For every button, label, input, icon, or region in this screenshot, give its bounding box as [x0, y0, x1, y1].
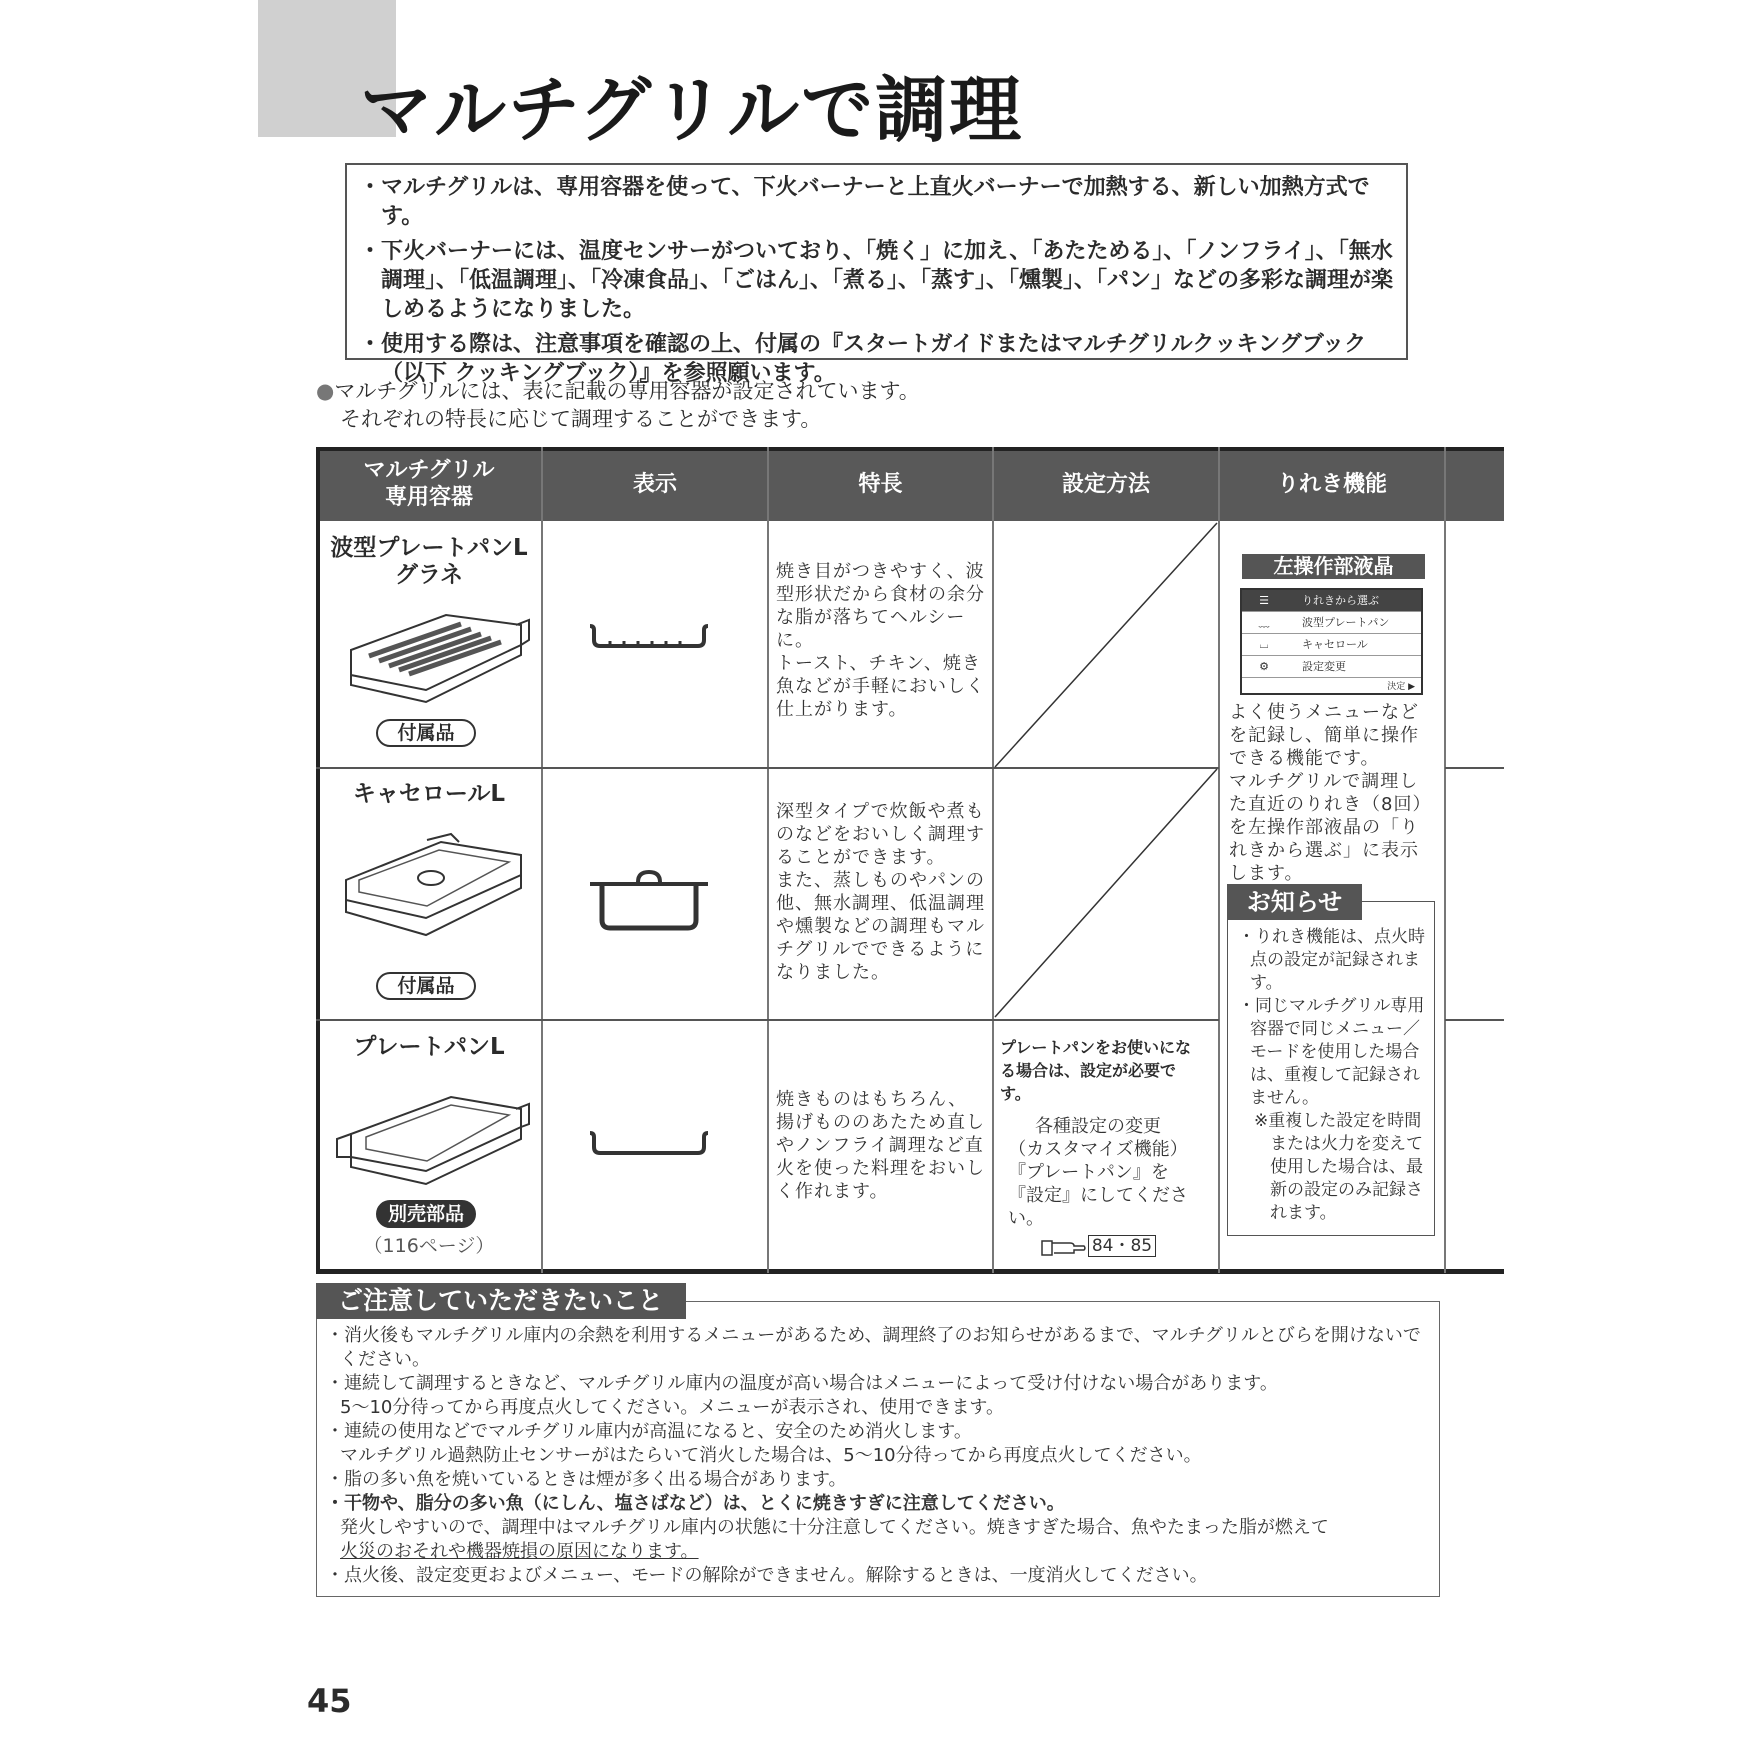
info-title: お知らせ	[1227, 884, 1362, 920]
col-divider	[767, 447, 769, 1273]
lcd-row: ⌴ キャセロール	[1242, 634, 1421, 656]
header-container: マルチグリル 専用容器	[316, 447, 542, 521]
caution-item: ・連続の使用などでマルチグリル庫内が高温になると、安全のため消火します。 マルチグリル過熱防止センサーがはたらいて消火した場合は、5〜10分待ってから再度点火してください。	[326, 1421, 1202, 1466]
row-divider	[1445, 1019, 1504, 1021]
container-table	[316, 447, 1504, 1273]
wave-pan-display-icon	[588, 622, 710, 652]
feature-text: 深型タイプで炊飯や煮ものなどをおいしく調理することができます。 また、蒸しものやパンの他、無水調理、低温調理や燻製などの調理もマルチグリルでできるようになりました。	[776, 801, 985, 983]
casserole-icon: ⌴	[1259, 638, 1269, 651]
caution-item: ・連続して調理するときなど、マルチグリル庫内の温度が高い場合はメニューによって受け付けない場合があります。 5〜10分待ってから再度点火してください。メニューが表示され、使用できます。	[326, 1373, 1278, 1418]
menu-list-icon: ☰	[1259, 594, 1269, 607]
option-part-badge: 別売部品	[376, 1200, 476, 1228]
casserole-image	[331, 820, 531, 945]
lcd-row: ﹏ 波型プレートパン	[1242, 612, 1421, 634]
caution-item-warning: ・干物や、脂分の多い魚（にしん、塩さばなど）は、とくに焼きすぎに注意してください。	[326, 1493, 1065, 1514]
reference-pointer	[1000, 1234, 1196, 1258]
header-rireki: りれき機能	[1219, 447, 1445, 521]
accessory-badge: 付属品	[376, 972, 476, 1000]
setting-steps: 各種設定の変更 （カスタマイズ機能） 『プレートパン』を『設定』にしてください。 84・85	[1000, 1115, 1196, 1258]
page-title: マルチグリルで調理	[360, 68, 1024, 152]
caution-item: ・消火後もマルチグリル庫内の余熱を利用するメニューがあるため、調理終了のお知らせがあるまで、マルチグリルとびらを開けないでください。	[326, 1325, 1421, 1370]
intro-item: ・マルチグリルは、専用容器を使って、下火バーナーと上直火バーナーで加熱する、新しい加熱方式です。	[359, 175, 1370, 229]
container-name: 波型プレートパンL グラネ	[330, 535, 528, 588]
header-display: 表示	[542, 447, 768, 521]
lcd-ok-label: 決定 ▶	[1387, 682, 1415, 692]
not-applicable-slash	[993, 521, 1219, 1019]
setting-note: プレートパンをお使いになる場合は、設定が必要です。	[1000, 1038, 1192, 1103]
left-panel-lcd	[1240, 588, 1423, 695]
pointing-hand-icon	[1040, 1235, 1088, 1257]
settings-icon: ⚙	[1259, 660, 1269, 673]
casserole-display-icon	[588, 862, 710, 932]
intro-item: ・下火バーナーには、温度センサーがついており、「焼く」に加え、「あたためる」、「ノンフライ」、「無水調理」、「低温調理」、「冷凍食品」、「ごはん」、「煮る」、「蒸す」、「燻製」、「パン」などの多彩な調理が楽しめるようになりました。	[359, 239, 1394, 322]
row-divider	[316, 1019, 1219, 1021]
wave-pan-icon: ﹏	[1258, 616, 1270, 629]
plate-pan-display-icon	[588, 1129, 710, 1159]
accessory-badge: 付属品	[376, 719, 476, 747]
caution-list	[326, 1324, 1436, 1588]
header-setting: 設定方法	[993, 447, 1219, 521]
note-line-2: それぞれの特長に応じて調理することができます。	[340, 407, 822, 431]
page-number: 45	[307, 1682, 352, 1720]
container-name: プレートパンL	[353, 1034, 505, 1060]
table-bottom-rule	[316, 1269, 1504, 1274]
intro-item: ・使用する際は、注意事項を確認の上、付属の『スタートガイドまたはマルチグリルクッキングブック（以下 クッキングブック）』を参照願います。	[359, 332, 1367, 386]
feature-text: 焼きものはもちろん、揚げもののあたため直しやノンフライ調理など直火を使った料理をおいしく作れます。	[776, 1089, 985, 1202]
wave-plate-pan-image	[331, 590, 531, 715]
info-text: ・りれき機能は、点火時点の設定が記録されます。 ・同じマルチグリル専用容器で同じメニュー／モードを使用した場合は、重複して記録されません。 ※重複した設定を時間または火力を変えて使用した場合は、最新の設定のみ記録されます。	[1238, 927, 1425, 1223]
lcd-row: ☰ りれきから選ぶ	[1242, 590, 1421, 612]
caution-item: ・脂の多い魚を焼いているときは煙が多く出る場合があります。	[326, 1469, 847, 1490]
col-divider	[541, 447, 543, 1273]
page-reference: （116ページ）	[363, 1235, 495, 1257]
feature-text: 焼き目がつきやすく、波型形状だから食材の余分な脂が落ちてヘルシーに。 トースト、チキン、焼き魚などが手軽においしく仕上がります。	[776, 561, 985, 720]
caution-item: ・点火後、設定変更およびメニュー、モードの解除ができません。解除するときは、一度消火してください。	[326, 1565, 1208, 1586]
table-top-rule	[316, 447, 1504, 451]
row-divider	[1445, 767, 1504, 769]
plate-pan-image	[331, 1069, 531, 1194]
container-name: キャセロールL	[352, 781, 506, 807]
col-divider	[1444, 447, 1446, 1273]
lcd-label: 左操作部液晶	[1242, 554, 1425, 579]
rireki-description: よく使うメニューなどを記録し、簡単に操作できる機能です。 マルチグリルで調理した直近のりれき（8回）を左操作部液晶の「りれきから選ぶ」に表示します。	[1229, 702, 1432, 884]
lcd-row: ⚙ 設定変更	[1242, 656, 1421, 678]
caution-item-followup: 発火しやすいので、調理中はマルチグリル庫内の状態に十分注意してください。焼きすぎた場合、魚やたまった脂が燃えて 火災のおそれや機器焼損の原因になります。	[340, 1517, 1329, 1562]
note-line-1: ●マルチグリルには、表に記載の専用容器が設定されています。	[316, 379, 920, 403]
bullet-icon: ●	[316, 379, 335, 403]
header-feature: 特長	[768, 447, 993, 521]
caution-title: ご注意していただきたいこと	[316, 1283, 686, 1319]
header-extra	[1445, 447, 1504, 521]
intro-box	[345, 163, 1408, 386]
reference-pages: 84・85	[1088, 1235, 1156, 1257]
